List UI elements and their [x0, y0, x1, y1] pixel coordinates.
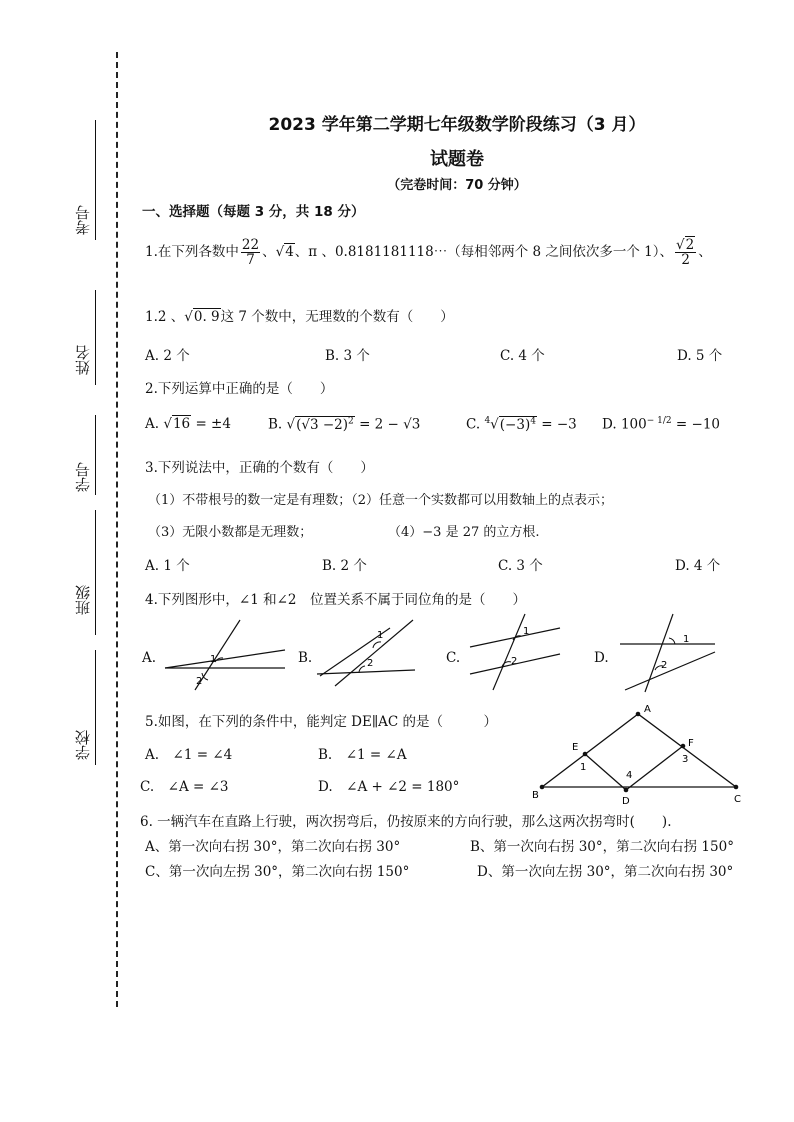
q1-line1: 1.在下列各数中 $\frac{22}{7}$ 、√4、π 、0.8181181118⋯（每相邻两个 8 之间依次多一个 1）、 $\frac{√2}{2}$ 、 — [145, 237, 712, 269]
kaohao-label: 考号 — [74, 205, 92, 235]
exam-subtitle: 试题卷 — [430, 149, 484, 170]
q5-angle-3: 3 — [682, 754, 689, 765]
q4-figure-a — [160, 618, 290, 693]
q1-line2-prefix: 1.2̇ 、 — [145, 309, 185, 325]
q1-fraction-22-7 — [241, 238, 260, 267]
q2-d-rest: = −10 — [675, 416, 720, 433]
cut-line — [116, 52, 118, 1007]
q6-option-d[interactable]: D、第一次向左拐 30°，第二次向右拐 30° — [477, 864, 734, 880]
student-id-label: 学号 — [74, 462, 92, 492]
q1-option-b[interactable]: B. 3 个 — [325, 348, 370, 364]
q5-stem: 5.如图，在下列的条件中，能判定 DE∥AC 的是（ ） — [145, 714, 497, 730]
q1-sqrt2: 2 — [685, 237, 695, 253]
q2-option-a[interactable]: A. √16 = ±4 — [145, 416, 231, 432]
school-blank — [95, 650, 96, 765]
q5-point-c: C — [734, 794, 741, 805]
q5-angle-4: 4 — [626, 770, 633, 781]
q1-fraction-sqrt2-2: $\frac{√2}{2}$ — [676, 237, 695, 269]
q4b-angle-1: 1 — [377, 630, 384, 641]
q2-b-rest: = 2 − √3 — [359, 416, 421, 433]
exam-title: 2023 学年第二学期七年级数学阶段练习（3 月） — [268, 115, 646, 135]
q4-label-a[interactable]: A. — [142, 650, 157, 666]
q4c-angle-1: 1 — [523, 626, 530, 637]
q1-option-d[interactable]: D. 5 个 — [677, 348, 723, 364]
q4-label-c[interactable]: C. — [446, 650, 461, 666]
q3-statement-1-2: （1）不带根号的数一定是有理数；（2）任意一个实数都可以用数轴上的点表示； — [148, 493, 614, 508]
q1-sep: 、 — [262, 244, 276, 261]
q5-angle-1: 1 — [580, 762, 587, 773]
q3-statement-3: （3）无限小数都是无理数； — [148, 525, 313, 540]
q3-option-b[interactable]: B. 2 个 — [322, 558, 367, 574]
q1-frac-den: 7 — [246, 252, 255, 269]
q4-label-b[interactable]: B. — [298, 650, 313, 666]
q6-stem: 6. 一辆汽车在直路上行驶，两次拐弯后，仍按原来的方向行驶，那么这两次拐弯时( ). — [140, 814, 672, 830]
q4-stem: 4.下列图形中，∠1 和∠2 位置关系不属于同位角的是（ ） — [145, 592, 526, 608]
q4a-angle-1: 1 — [210, 654, 217, 665]
q2-option-b[interactable]: B. $√(√3 -2)^2 = 2 - √3$ — [268, 416, 421, 433]
q2-d-exp: − 1/2 — [646, 416, 672, 426]
q1-tail: 、 — [698, 244, 712, 261]
q2-b-expr: (√3 −2) — [296, 416, 349, 433]
q1-option-c[interactable]: C. 4 个 — [500, 348, 545, 364]
class-label: 班级 — [74, 585, 92, 615]
q2-c-expr: (−3) — [499, 416, 531, 433]
section-title: 一、选择题（每题 3 分，共 18 分） — [142, 204, 365, 220]
q5-point-b: B — [532, 790, 539, 801]
q1-sqrt09: 0. 9 — [193, 309, 220, 325]
q6-option-b[interactable]: B、第一次向右拐 30°，第二次向右拐 150° — [470, 839, 734, 855]
q2-option-d[interactable] — [602, 416, 720, 433]
q3-option-c[interactable]: C. 3 个 — [498, 558, 543, 574]
q3-stem: 3.下列说法中，正确的个数有（ ） — [145, 460, 374, 476]
q5-triangle-figure — [530, 700, 750, 810]
q2-c-exp: 4 — [530, 416, 536, 426]
q2-c-label: C. — [466, 416, 481, 433]
q2-d-label: D. — [602, 416, 617, 433]
q2-b-label: B. — [268, 416, 283, 433]
q3-statement-4: （4）−3 是 27 的立方根. — [388, 525, 540, 540]
student-id-blank — [95, 415, 96, 495]
q1-line2: 1.2̇ 、√0. 9这 7 个数中，无理数的个数有（ ） — [145, 309, 454, 325]
q1-pi-text: 、π 、0.8181181118⋯（每相邻两个 8 之间依次多一个 1）、 — [294, 244, 674, 261]
q4-figure-d — [615, 612, 720, 694]
q4b-angle-2: 2 — [367, 658, 374, 669]
q4-figure-c — [465, 612, 565, 692]
q2-a-rad: 16 — [172, 416, 191, 432]
q4d-angle-2: 2 — [661, 660, 668, 671]
q6-option-a[interactable]: A、第一次向右拐 30°，第二次向右拐 30° — [145, 839, 401, 855]
class-blank — [95, 510, 96, 635]
q2-c-index: 4 — [484, 416, 491, 426]
q5-point-f: F — [688, 738, 694, 749]
q4-figure-b — [315, 618, 420, 690]
q2-a-rest: = ±4 — [195, 416, 231, 432]
q2-a-label: A. — [145, 416, 160, 432]
q1-line2-suffix: 这 7 个数中，无理数的个数有（ ） — [220, 309, 454, 325]
q2-option-c[interactable]: C. $^4√(-3)^4 = -3$ — [466, 416, 577, 433]
q5-option-a[interactable]: A. ∠1 = ∠4 — [145, 747, 233, 763]
q6-option-c[interactable]: C、第一次向左拐 30°，第二次向右拐 150° — [145, 864, 410, 880]
q5-point-a: A — [644, 704, 651, 715]
q1-prefix: 1.在下列各数中 — [145, 244, 239, 261]
q1-option-a[interactable]: A. 2 个 — [145, 348, 190, 364]
q2-b-exp: 2 — [348, 416, 354, 426]
name-label: 姓名 — [74, 345, 92, 375]
q3-option-a[interactable]: A. 1 个 — [145, 558, 190, 574]
q2-stem: 2.下列运算中正确的是（ ） — [145, 381, 334, 397]
name-blank — [95, 290, 96, 385]
q1-sqrt4: 4 — [285, 244, 294, 261]
q2-d-base: 100 — [620, 416, 647, 433]
school-label: 学校 — [74, 730, 92, 760]
q4c-angle-2: 2 — [511, 656, 518, 667]
q1-frac2-den: 2 — [681, 252, 690, 269]
q2-c-rest: = −3 — [541, 416, 577, 433]
q5-option-d[interactable]: D. ∠A + ∠2 = 180° — [318, 779, 460, 795]
q3-option-d[interactable]: D. 4 个 — [675, 558, 721, 574]
q4-label-d[interactable]: D. — [594, 650, 609, 666]
q1-frac-num: 22 — [241, 237, 260, 253]
q4d-angle-1: 1 — [683, 634, 690, 645]
q5-option-c[interactable]: C. ∠A = ∠3 — [140, 779, 229, 795]
q4a-angle-2: 2 — [196, 676, 203, 687]
q5-point-d: D — [622, 796, 630, 807]
q5-point-e: E — [572, 742, 579, 753]
q5-option-b[interactable]: B. ∠1 = ∠A — [318, 747, 407, 763]
exam-time: （完卷时间：70 分钟） — [387, 178, 527, 193]
